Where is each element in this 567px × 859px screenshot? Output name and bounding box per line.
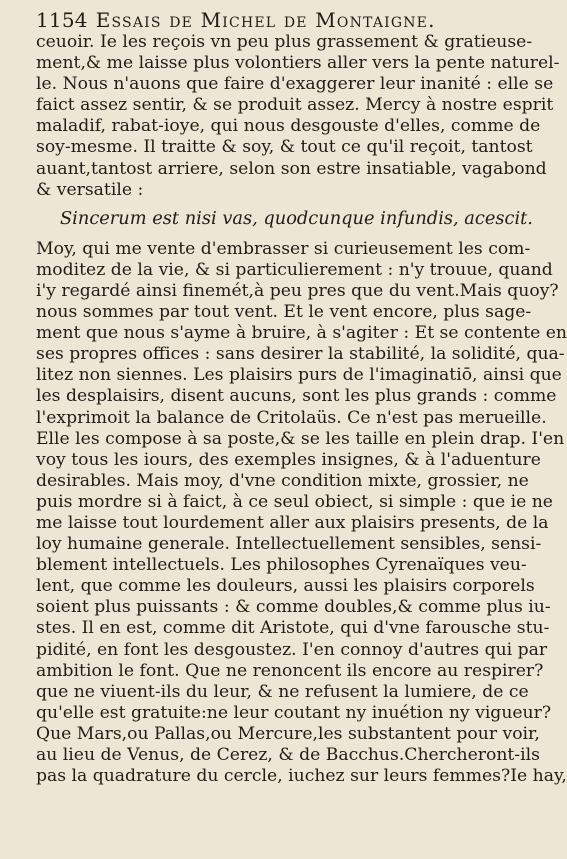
text-line: & versatile : (36, 179, 144, 200)
text-line: litez non siennes. Les plaisirs purs de l'imaginatiō, ainsi que (36, 365, 562, 386)
text-line: moditez de la vie, & si particulierement : n'y trouue, quand (36, 259, 553, 280)
text-line: voy tous les iours, des exemples insignes, & à l'aduenture (36, 449, 541, 470)
latin-quotation: Sincerum est nisi vas, quodcunque infundis, acescit. (60, 207, 533, 229)
text-line: me laisse tout lourdement aller aux plaisirs presents, de la (36, 512, 549, 533)
text-line: i'y regardé ainsi finemét,à peu pres que du vent.Mais quoy? (36, 280, 559, 301)
page-body (36, 32, 567, 787)
text-line: pas la quadrature du cercle, iuchez sur leurs femmes?Ie hay, (36, 766, 567, 787)
text-line: qu'elle est gratuite:ne leur coutant ny inuétion ny vigueur? (36, 702, 552, 723)
text-line: ambition le font. Que ne renoncent ils encore au respirer? (36, 660, 544, 681)
text-line: faict assez sentir, & se produit assez. Mercy à nostre esprit (36, 95, 554, 116)
text-line: ment,& me laisse plus volontiers aller vers la pente naturel- (36, 53, 560, 74)
text-line: nous sommes par tout vent. Et le vent encore, plus sage- (36, 302, 532, 323)
running-title: Essais de Michel de Montaigne. (95, 8, 436, 32)
text-line: soient plus puissants : & comme doubles,& comme plus iu- (36, 597, 551, 618)
text-line: maladif, rabat-ioye, qui nous desgouste d'elles, comme de (36, 116, 541, 137)
text-line: desirables. Mais moy, d'vne condition mixte, grossier, ne (36, 470, 529, 491)
text-line: Que Mars,ou Pallas,ou Mercure,les substantent pour voir, (36, 723, 540, 744)
text-line: auant,tantost arriere, selon son estre insatiable, vagabond (36, 158, 547, 179)
text-line: ment que nous s'ayme à bruire, à s'agiter : Et se contente en (36, 323, 567, 344)
text-line: que ne viuent-ils du leur, & ne refusent la lumiere, de ce (36, 681, 529, 702)
text-line: puis mordre si à faict, à ce seul obiect, si simple : que ie ne (36, 491, 553, 512)
page-number: 1154 (36, 8, 88, 32)
page-header (36, 8, 478, 32)
text-line: pidité, en font les desgoustez. I'en connoy d'autres qui par (36, 639, 548, 660)
text-line: ses propres offices : sans desirer la stabilité, la solidité, qua- (36, 344, 565, 365)
text-line: le. Nous n'auons que faire d'exaggerer leur inanité : elle se (36, 74, 554, 95)
text-line: soy-mesme. Il traitte & soy, & tout ce qu'il reçoit, tantost (36, 137, 533, 158)
text-line: les desplaisirs, disent aucuns, sont les plus grands : comme (36, 386, 557, 407)
text-line: loy humaine generale. Intellectuellement sensibles, sensi- (36, 534, 542, 555)
text-line: l'exprimoit la balance de Critolaüs. Ce n'est pas merueille. (36, 407, 547, 428)
text-line: stes. Il en est, comme dit Aristote, qui d'vne farousche stu- (36, 618, 550, 639)
paragraph-1 (36, 32, 560, 201)
text-line: blement intellectuels. Les philosophes Cyrenaïques veu- (36, 555, 527, 576)
text-line: Elle les compose à sa poste,& se les taille en plein drap. I'en (36, 428, 565, 449)
text-line: lent, que comme les douleurs, aussi les plaisirs corporels (36, 576, 535, 597)
text-line: Moy, qui me vente d'embrasser si curieusement les com- (36, 238, 531, 259)
paragraph-2 (36, 238, 567, 787)
text-line: ceuoir. Ie les reçois vn peu plus grassement & gratieuse- (36, 32, 533, 52)
text-line: au lieu de Venus, de Cerez, & de Bacchus.Chercheront-ils (36, 745, 540, 765)
